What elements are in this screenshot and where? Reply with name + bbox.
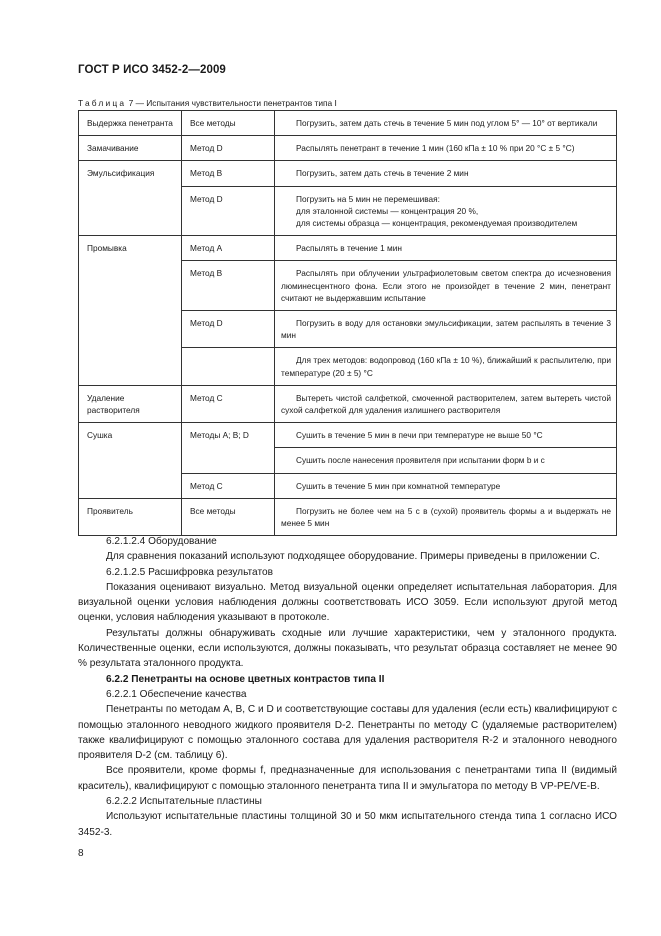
table-row	[79, 236, 617, 261]
instruction-cell: Распылять в течение 1 мин	[275, 236, 617, 261]
instruction-cell: Погрузить, затем дать стечь в течение 5 мин под углом 5° — 10° от вертикали	[275, 111, 617, 136]
step-cell: Промывка	[79, 236, 182, 386]
table-caption-title: 7 — Испытания чувствительности пенетрантов типа I	[128, 98, 337, 108]
step-cell: Выдержка пенетранта	[79, 111, 182, 136]
table-caption	[78, 98, 337, 108]
instruction-cell: Распылять пенетрант в течение 1 мин (160 кПа ± 10 % при 20 °С ± 5 °С)	[275, 136, 617, 161]
method-cell: Метод B	[182, 161, 275, 186]
step-cell: Замачивание	[79, 136, 182, 161]
method-cell: Все методы	[182, 111, 275, 136]
table-row	[79, 111, 617, 136]
section-heading: 6.2.1.2.5 Расшифровка результатов	[106, 566, 273, 578]
instruction-cell: Вытереть чистой салфеткой, смоченной растворителем, затем вытереть чистой сухой салфеткой для удаления излишнего растворителя	[275, 385, 617, 422]
method-cell: Метод C	[182, 473, 275, 498]
table-row	[79, 161, 617, 186]
section-heading: 6.2.2 Пенетранты на основе цветных контрастов типа II	[106, 673, 385, 685]
method-cell: Методы А; В; D	[182, 423, 275, 473]
section-heading: 6.2.1.2.4 Оборудование	[106, 536, 217, 547]
instruction-cell: Распылять при облучении ультрафиолетовым светом спектра до исчезновения люминесцентного фона. Если этого не произойдет в течение 2 мин, пенетрант считают не выдержавшим испытание	[275, 261, 617, 311]
instruction-cell: Погрузить не более чем на 5 с в (сухой) проявитель формы a и выдержать не менее 5 мин	[275, 498, 617, 535]
table-row	[79, 423, 617, 448]
method-cell: Метод D	[182, 186, 275, 236]
step-cell: Проявитель	[79, 498, 182, 535]
instruction-cell: Сушить в течение 5 мин при комнатной температуре	[275, 473, 617, 498]
method-cell: Метод D	[182, 136, 275, 161]
instruction-cell: Сушить после нанесения проявителя при испытании форм b и c	[275, 448, 617, 473]
method-cell: Метод A	[182, 236, 275, 261]
method-cell: Метод D	[182, 311, 275, 348]
method-cell: Все методы	[182, 498, 275, 535]
instruction-cell: Сушить в течение 5 мин в печи при температуре не выше 50 °С	[275, 423, 617, 448]
table-row	[79, 136, 617, 161]
sensitivity-test-table	[78, 110, 617, 536]
method-cell: Метод C	[182, 385, 275, 422]
table-caption-word: Таблица	[78, 98, 127, 108]
document-header: ГОСТ Р ИСО 3452-2—2009	[78, 64, 226, 76]
section-heading: 6.2.2.1 Обеспечение качества	[106, 688, 247, 700]
page-number: 8	[78, 848, 84, 859]
method-cell	[182, 348, 275, 385]
step-cell: Эмульсификация	[79, 161, 182, 236]
method-cell: Метод B	[182, 261, 275, 311]
section-heading: 6.2.2.2 Испытательные пластины	[106, 796, 262, 808]
body-text	[78, 534, 617, 840]
paragraph: Результаты должны обнаруживать сходные или лучшие характеристики, чем у эталонного продукта. Количественные оценки, если используются, должны показывать, что результат образца составляет не менее 90 % результата эталонного продукта.	[78, 627, 617, 670]
paragraph: Используют испытательные пластины толщиной 30 и 50 мкм испытательного стенда типа 1 согласно ИСО 3452-3.	[78, 811, 617, 838]
paragraph: Для сравнения показаний используют подходящее оборудование. Примеры приведены в приложении С.	[106, 551, 600, 563]
paragraph: Все проявители, кроме формы f, предназначенные для использования с пенетрантами типа II (видимый краситель), квалифицируют с помощью эталонного пенетранта типа II и эмульгатора по методу В VP-PE/VE-B.	[78, 765, 617, 792]
instruction-cell: Погрузить на 5 мин не перемешивая: для эталонной системы — концентрация 20 %, для системы образца — концентрация, рекомендуемая производителем	[275, 186, 617, 236]
instruction-cell: Для трех методов: водопровод (160 кПа ± 10 %), ближайший к распылителю, при температуре (20 ± 5) °С	[275, 348, 617, 385]
paragraph: Пенетранты по методам А, В, С и D и соответствующие составы для удаления (если есть) квалифицируют с помощью эталонного неводного жидкого проявителя D-2. Пенетранты по методу С (удаляемые растворителем) также квалифицируют с помощью эталонного состава для удаления растворителя R-2 и эталонного неводного проявителя D-2 (см. таблицу 6).	[78, 704, 617, 762]
step-cell: Удаление растворителя	[79, 385, 182, 422]
step-cell: Сушка	[79, 423, 182, 499]
table-row	[79, 385, 617, 422]
instruction-cell: Погрузить в воду для остановки эмульсификации, затем распылять в течение 3 мин	[275, 311, 617, 348]
paragraph: Показания оценивают визуально. Метод визуальной оценки определяет испытательная лаборатория. Для визуальной оценки условия наблюдения должны соответствовать ИСО 3059. Если используют другой метод оценки, условия наблюдения указывают в протоколе.	[78, 581, 617, 624]
instruction-cell: Погрузить, затем дать стечь в течение 2 мин	[275, 161, 617, 186]
table-row	[79, 498, 617, 535]
